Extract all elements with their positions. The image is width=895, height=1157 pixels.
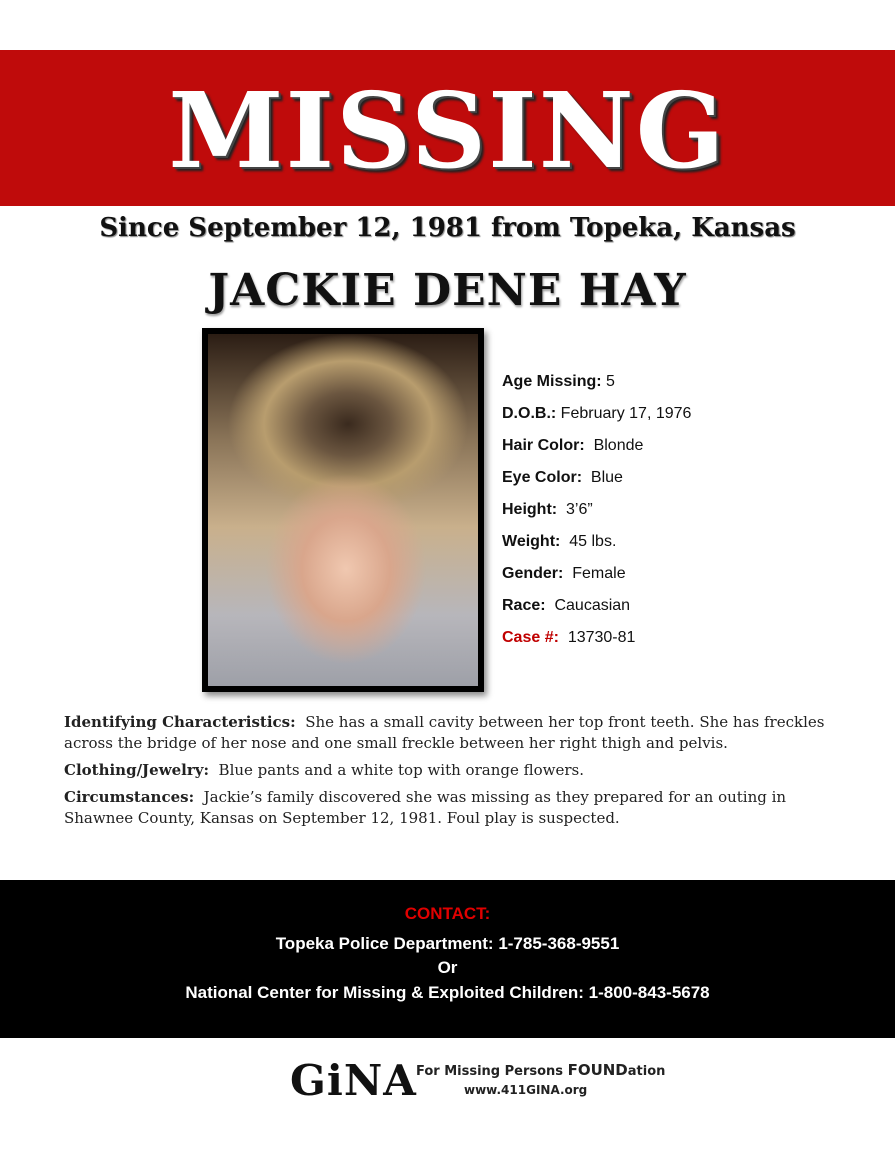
- tagline-found: FOUND: [567, 1061, 628, 1079]
- detail-text: Blue pants and a white top with orange flowers.: [218, 761, 584, 779]
- fact-label: Gender:: [502, 565, 564, 582]
- contact-ncmec: National Center for Missing & Exploited Children: 1-800-843-5678: [185, 983, 710, 1002]
- fact-value: February 17, 1976: [560, 405, 692, 422]
- fact-age-missing: [502, 366, 882, 398]
- fact-dob: [502, 398, 882, 430]
- tagline-suffix: ation: [627, 1064, 666, 1079]
- photo-frame: [202, 328, 484, 692]
- website-link[interactable]: www.411GINA.org: [464, 1083, 588, 1097]
- detail-label: Identifying Characteristics:: [64, 713, 296, 731]
- missing-since-subtitle: Since September 12, 1981 from Topeka, Kansas: [99, 213, 796, 243]
- fact-eye-color: [502, 462, 882, 494]
- fact-value: Caucasian: [554, 597, 631, 614]
- fact-label: Weight:: [502, 533, 561, 550]
- clothing-jewelry: [64, 760, 834, 781]
- fact-value: 13730-81: [567, 629, 636, 646]
- fact-label: Race:: [502, 597, 546, 614]
- fact-race: [502, 590, 882, 622]
- fact-value: 5: [606, 373, 615, 390]
- fact-value: 3’6”: [566, 501, 593, 518]
- child-photo: [208, 334, 478, 686]
- fact-label: Height:: [502, 501, 558, 518]
- foundation-tagline: [416, 1062, 665, 1080]
- fact-hair-color: [502, 430, 882, 462]
- fact-value: Blonde: [593, 437, 644, 454]
- detail-label: Clothing/Jewelry:: [64, 761, 209, 779]
- contact-police: Topeka Police Department: 1-785-368-9551: [275, 934, 620, 953]
- fact-label: Hair Color:: [502, 437, 585, 454]
- contact-heading: CONTACT:: [404, 904, 491, 923]
- contact-or: Or: [437, 958, 458, 977]
- identifying-characteristics: [64, 712, 834, 754]
- fact-label: Age Missing:: [502, 373, 602, 390]
- contact-box: [0, 880, 895, 1038]
- fact-weight: [502, 526, 882, 558]
- gina-logo: GiNA: [290, 1056, 417, 1105]
- fact-label: D.O.B.:: [502, 405, 557, 422]
- fact-value: 45 lbs.: [569, 533, 617, 550]
- facts-list: [502, 366, 882, 654]
- person-name: JACKIE DENE HAY: [208, 265, 687, 316]
- detail-text: Jackie’s family discovered she was missing as they prepared for an outing in Shawnee County, Kansas on September 12, 1981. Foul play is suspected.: [64, 788, 787, 827]
- fact-height: [502, 494, 882, 526]
- fact-value: Blue: [590, 469, 623, 486]
- fact-label: Eye Color:: [502, 469, 583, 486]
- fact-value: Female: [572, 565, 626, 582]
- detail-label: Circumstances:: [64, 788, 195, 806]
- tagline-prefix: For Missing Persons: [416, 1064, 568, 1079]
- fact-case-number: [502, 622, 882, 654]
- detail-text: She has a small cavity between her top front teeth. She has freckles across the bridge of her nose and one small freckle between her right thigh and pelvis.: [64, 713, 825, 752]
- circumstances: [64, 787, 834, 829]
- missing-title: MISSING: [168, 69, 727, 192]
- fact-label: Case #:: [502, 629, 559, 646]
- footer: [0, 1050, 895, 1120]
- fact-gender: [502, 558, 882, 590]
- case-details: [64, 712, 834, 835]
